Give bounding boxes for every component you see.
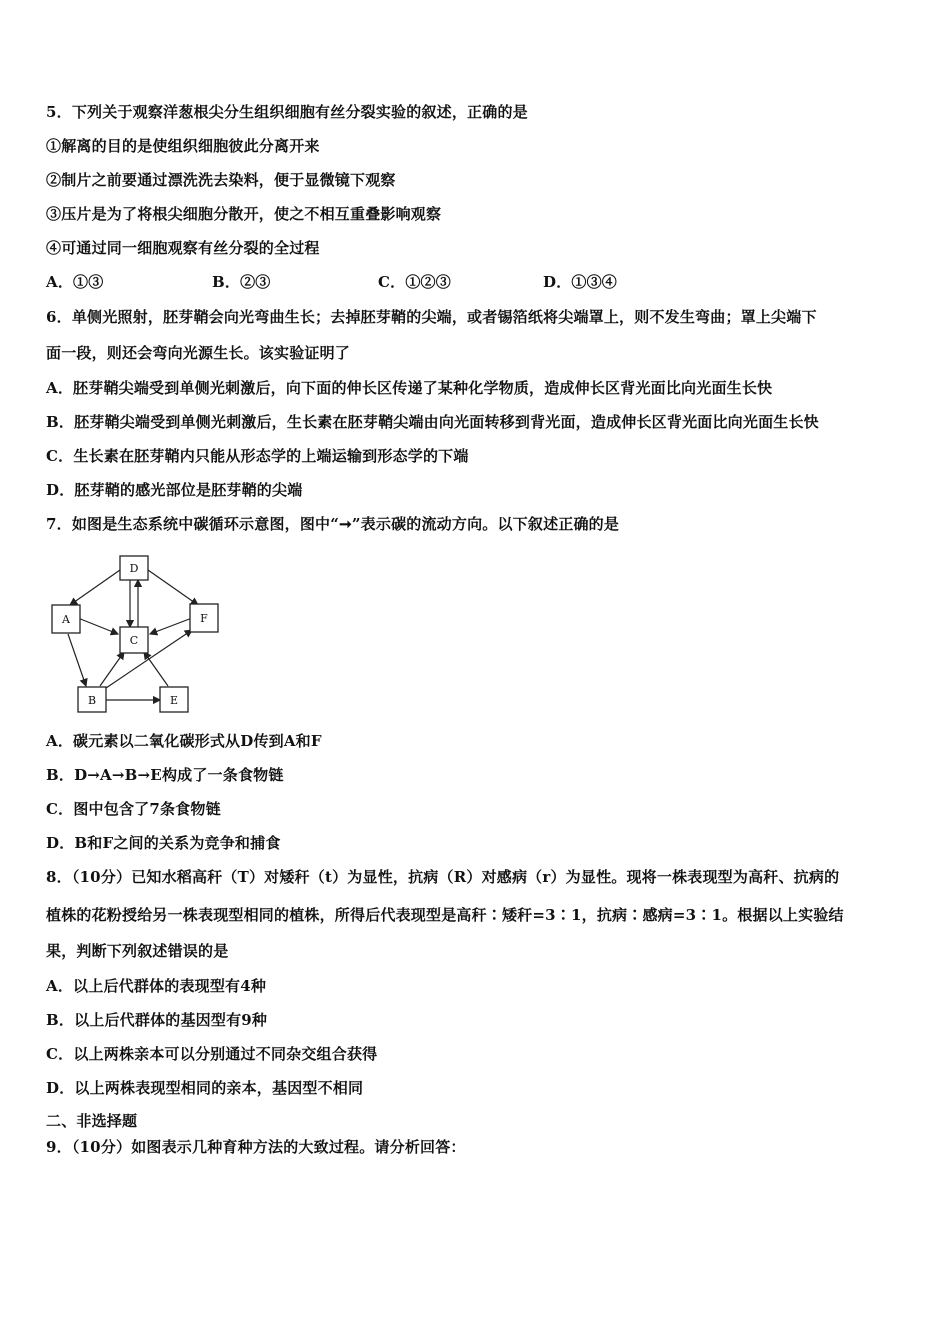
node-a-label: A: [62, 613, 70, 626]
q7-option-b[interactable]: B．D→A→B→E构成了一条食物链: [46, 766, 284, 784]
q7-option-c[interactable]: C．图中包含了7条食物链: [46, 800, 221, 818]
node-c-label: C: [129, 634, 139, 647]
arrow-d-f: [148, 570, 198, 605]
arrow-a-b: [68, 634, 86, 686]
q9-stem: 9．（10分）如图表示几种育种方法的大致过程。请分析回答：: [46, 1138, 466, 1156]
q7-option-d[interactable]: D．B和F之间的关系为竞争和捕食: [46, 834, 281, 852]
q6-option-d[interactable]: D．胚芽鞘的感光部位是胚芽鞘的尖端: [46, 481, 303, 499]
q6-option-c[interactable]: C．生长素在胚芽鞘内只能从形态学的上端运输到形态学的下端: [46, 447, 469, 465]
arrow-a-c: [78, 618, 118, 634]
q7-option-a[interactable]: A．碳元素以二氧化碳形式从D传到A和F: [46, 732, 322, 750]
node-b-label: B: [87, 694, 97, 707]
arrow-d-a: [70, 570, 120, 605]
node-e-label: E: [169, 694, 179, 707]
arrow-f-c: [150, 618, 192, 634]
q7-stem: 7．如图是生态系统中碳循环示意图，图中“➞”表示碳的流动方向。以下叙述正确的是: [46, 515, 620, 533]
q5-item-2: ②制片之前要通过漂洗洗去染料，便于显微镜下观察: [46, 171, 396, 189]
q5-stem: 5．下列关于观察洋葱根尖分生组织细胞有丝分裂实验的叙述，正确的是: [46, 103, 528, 121]
q6-stem-line2: 面一段，则还会弯向光源生长。该实验证明了: [46, 344, 351, 362]
q8-option-b[interactable]: B．以上后代群体的基因型有9种: [46, 1011, 268, 1029]
q6-option-a[interactable]: A．胚芽鞘尖端受到单侧光刺激后，向下面的伸长区传递了某种化学物质，造成伸长区背光面比向光面生长快: [46, 379, 773, 397]
q8-stem-line2: 植株的花粉授给另一株表现型相同的植株，所得后代表现型是高秆∶矮秆=3∶1，抗病∶感病=3∶1。根据以上实验结: [46, 906, 844, 924]
q5-option-a[interactable]: A．①③: [46, 273, 104, 291]
node-d-label: D: [129, 562, 139, 575]
section-title: 二、非选择题: [46, 1112, 138, 1130]
q8-option-d[interactable]: D．以上两株表现型相同的亲本，基因型不相同: [46, 1079, 364, 1097]
q8-stem-line1: 8．（10分）已知水稻高秆（T）对矮秆（t）为显性，抗病（R）对感病（r）为显性。现将一株表现型为高秆、抗病的: [46, 868, 840, 886]
q6-stem-line1: 6．单侧光照射，胚芽鞘会向光弯曲生长；去掉胚芽鞘的尖端，或者锡箔纸将尖端罩上，则不发生弯曲；罩上尖端下: [46, 308, 817, 326]
q5-option-b[interactable]: B．②③: [212, 273, 271, 291]
carbon-cycle-diagram: [48, 548, 220, 714]
arrow-e-c: [144, 652, 168, 686]
arrow-f-e: [182, 634, 200, 686]
q5-item-1: ①解离的目的是使组织细胞彼此分离开来: [46, 137, 320, 155]
node-f-label: F: [200, 612, 208, 625]
q8-option-c[interactable]: C．以上两株亲本可以分别通过不同杂交组合获得: [46, 1045, 378, 1063]
q5-item-3: ③压片是为了将根尖细胞分散开，使之不相互重叠影响观察: [46, 205, 442, 223]
q6-option-b[interactable]: B．胚芽鞘尖端受到单侧光刺激后，生长素在胚芽鞘尖端由向光面转移到背光面，造成伸长区背光面比向光面生长快: [46, 413, 819, 431]
q5-item-4: ④可通过同一细胞观察有丝分裂的全过程: [46, 239, 320, 257]
q5-option-d[interactable]: D．①③④: [543, 273, 618, 291]
q8-stem-line3: 果，判断下列叙述错误的是: [46, 942, 229, 960]
q5-option-c[interactable]: C．①②③: [378, 273, 451, 291]
arrow-b-c: [100, 652, 124, 686]
q8-option-a[interactable]: A．以上后代群体的表现型有4种: [46, 977, 267, 995]
